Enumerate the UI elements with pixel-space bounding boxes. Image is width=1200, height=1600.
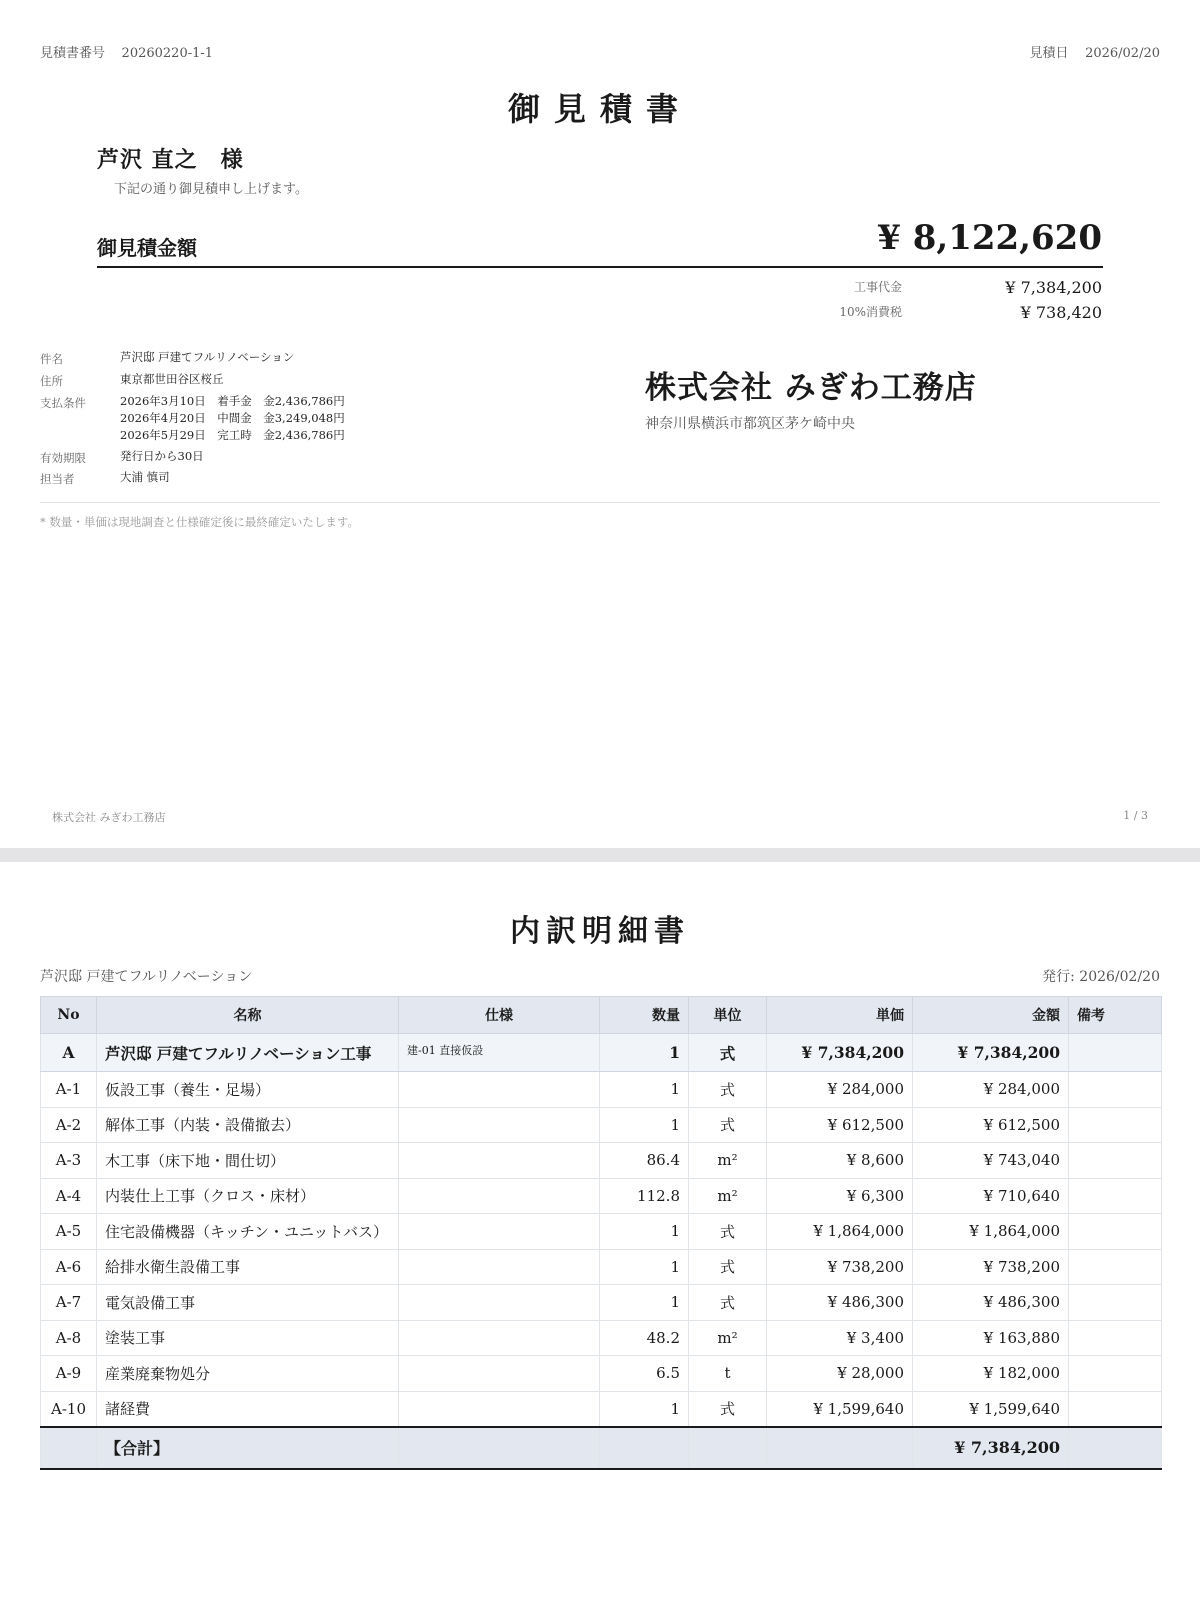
- cell-amount: ¥ 284,000: [913, 1072, 1069, 1108]
- cell-unit: 式: [689, 1107, 767, 1143]
- cell-qty: 1: [600, 1107, 689, 1143]
- table-header-row: [41, 997, 1162, 1034]
- table-row: [41, 1178, 1162, 1214]
- cell-amount: ¥ 612,500: [913, 1107, 1069, 1143]
- total-row-amount: ¥ 7,384,200: [913, 1427, 1069, 1469]
- cell-unit: m²: [689, 1320, 767, 1356]
- cell-qty: 86.4: [600, 1143, 689, 1179]
- column-header-qty: 数量: [600, 997, 689, 1034]
- group-row: [41, 1034, 1162, 1072]
- cell-amount: ¥ 486,300: [913, 1285, 1069, 1321]
- subject-value: 芦沢邸 戸建てフルリノベーション: [120, 350, 295, 364]
- cell-amount: ¥ 738,200: [913, 1249, 1069, 1285]
- cell-name: 仮設工事（養生・足場）: [97, 1072, 399, 1108]
- cell-remark: [1069, 1356, 1162, 1392]
- cell-spec: [399, 1427, 600, 1469]
- table-row: [41, 1072, 1162, 1108]
- estimate-date: [1030, 42, 1160, 61]
- cell-spec: 建-01 直接仮設: [399, 1034, 600, 1072]
- cell-unit: t: [689, 1356, 767, 1392]
- table-row: [41, 1320, 1162, 1356]
- cell-qty: 112.8: [600, 1178, 689, 1214]
- cell-amount: ¥ 182,000: [913, 1356, 1069, 1392]
- cell-qty: 1: [600, 1391, 689, 1427]
- cell-unit: 式: [689, 1034, 767, 1072]
- detail-page: [0, 862, 1200, 1600]
- table-row: [41, 1391, 1162, 1427]
- cell-price: ¥ 6,300: [767, 1178, 913, 1214]
- cell-name: 住宅設備機器（キッチン・ユニットバス）: [97, 1214, 399, 1250]
- cell-remark: [1069, 1285, 1162, 1321]
- cell-no: [41, 1427, 97, 1469]
- staff-label: 担当者: [40, 472, 75, 486]
- cell-price: ¥ 284,000: [767, 1072, 913, 1108]
- total-underline: [97, 266, 1103, 268]
- cell-name: 給排水衛生設備工事: [97, 1249, 399, 1285]
- payment-line-3: 2026年5月29日 完工時 金2,436,786円: [120, 428, 345, 442]
- cell-unit: [689, 1427, 767, 1469]
- cell-no: A-5: [41, 1214, 97, 1250]
- cell-unit: m²: [689, 1143, 767, 1179]
- detail-table: [40, 996, 1162, 1470]
- column-header-price: 単価: [767, 997, 913, 1034]
- cell-name: 諸経費: [97, 1391, 399, 1427]
- detail-project-name: 芦沢邸 戸建てフルリノベーション: [40, 969, 253, 985]
- total-row-label: 【合計】: [97, 1427, 399, 1469]
- validity-label: 有効期限: [40, 451, 86, 465]
- cell-qty: 1: [600, 1285, 689, 1321]
- cell-no: A-9: [41, 1356, 97, 1392]
- total-label: 御見積金額: [97, 236, 197, 260]
- cell-price: ¥ 7,384,200: [767, 1034, 913, 1072]
- cell-qty: [600, 1427, 689, 1469]
- cell-name: 芦沢邸 戸建てフルリノベーション工事: [97, 1034, 399, 1072]
- table-row: [41, 1214, 1162, 1250]
- work-cost-label: 工事代金: [853, 280, 902, 294]
- total-row: [41, 1427, 1162, 1469]
- cell-name: 木工事（床下地・間仕切）: [97, 1143, 399, 1179]
- cell-spec: [399, 1107, 600, 1143]
- cell-remark: [1069, 1072, 1162, 1108]
- table-row: [41, 1249, 1162, 1285]
- payment-label: 支払条件: [40, 396, 86, 410]
- cell-spec: [399, 1249, 600, 1285]
- cell-no: A-8: [41, 1320, 97, 1356]
- cell-no: A-7: [41, 1285, 97, 1321]
- cell-spec: [399, 1391, 600, 1427]
- column-header-spec: 仕様: [399, 997, 600, 1034]
- cell-spec: [399, 1285, 600, 1321]
- cell-price: ¥ 1,864,000: [767, 1214, 913, 1250]
- cell-name: 塗装工事: [97, 1320, 399, 1356]
- cell-price: ¥ 28,000: [767, 1356, 913, 1392]
- cell-price: ¥ 612,500: [767, 1107, 913, 1143]
- cell-amount: ¥ 743,040: [913, 1143, 1069, 1179]
- company-name: 株式会社 みぎわ工務店: [645, 370, 977, 406]
- column-header-remark: 備考: [1069, 997, 1162, 1034]
- cell-qty: 48.2: [600, 1320, 689, 1356]
- payment-line-1: 2026年3月10日 着手金 金2,436,786円: [120, 394, 345, 408]
- cell-no: A: [41, 1034, 97, 1072]
- cell-remark: [1069, 1178, 1162, 1214]
- section-divider: [40, 502, 1160, 503]
- estimate-number: [40, 42, 213, 61]
- cell-unit: 式: [689, 1072, 767, 1108]
- cell-spec: [399, 1143, 600, 1179]
- cell-spec: [399, 1178, 600, 1214]
- payment-line-2: 2026年4月20日 中間金 金3,249,048円: [120, 411, 345, 425]
- estimate-date-label: 見積日: [1029, 46, 1069, 61]
- cell-qty: 1: [600, 1249, 689, 1285]
- cell-remark: [1069, 1391, 1162, 1427]
- estimate-number-value: 20260220-1-1: [121, 46, 214, 61]
- table-row: [41, 1356, 1162, 1392]
- address-value: 東京都世田谷区桜丘: [120, 372, 224, 386]
- cell-price: [767, 1427, 913, 1469]
- tax-value: ¥ 738,420: [1020, 303, 1102, 322]
- cell-name: 電気設備工事: [97, 1285, 399, 1321]
- work-cost-value: ¥ 7,384,200: [1005, 278, 1102, 297]
- staff-value: 大浦 慎司: [120, 470, 170, 484]
- company-address: 神奈川県横浜市都筑区茅ケ崎中央: [645, 416, 855, 432]
- cell-qty: 1: [600, 1034, 689, 1072]
- cell-price: ¥ 486,300: [767, 1285, 913, 1321]
- cell-price: ¥ 738,200: [767, 1249, 913, 1285]
- cell-no: A-10: [41, 1391, 97, 1427]
- cell-unit: m²: [689, 1178, 767, 1214]
- cell-amount: ¥ 1,864,000: [913, 1214, 1069, 1250]
- cell-name: 産業廃棄物処分: [97, 1356, 399, 1392]
- page-separator: [0, 848, 1200, 862]
- cell-price: ¥ 8,600: [767, 1143, 913, 1179]
- cell-no: A-2: [41, 1107, 97, 1143]
- table-row: [41, 1285, 1162, 1321]
- customer-name: 芦沢 直之 様: [97, 147, 244, 173]
- cell-spec: [399, 1072, 600, 1108]
- cell-name: 解体工事（内装・設備撤去）: [97, 1107, 399, 1143]
- column-header-no: No: [41, 997, 97, 1034]
- cell-remark: [1069, 1034, 1162, 1072]
- cell-name: 内装仕上工事（クロス・床材）: [97, 1178, 399, 1214]
- cell-remark: [1069, 1427, 1162, 1469]
- cell-price: ¥ 3,400: [767, 1320, 913, 1356]
- cell-qty: 1: [600, 1214, 689, 1250]
- cell-no: A-1: [41, 1072, 97, 1108]
- cell-unit: 式: [689, 1214, 767, 1250]
- cell-spec: [399, 1356, 600, 1392]
- cell-price: ¥ 1,599,640: [767, 1391, 913, 1427]
- cell-no: A-3: [41, 1143, 97, 1179]
- column-header-amount: 金額: [913, 997, 1069, 1034]
- detail-issue-date: 発行: 2026/02/20: [1042, 969, 1160, 985]
- cell-amount: ¥ 1,599,640: [913, 1391, 1069, 1427]
- footnote: * 数量・単価は現地調査と仕様確定後に最終確定いたします。: [40, 515, 359, 529]
- greeting-text: 下記の通り御見積申し上げます。: [114, 182, 308, 197]
- document-title: 御見積書: [507, 90, 692, 128]
- cell-no: A-6: [41, 1249, 97, 1285]
- cell-qty: 6.5: [600, 1356, 689, 1392]
- cell-remark: [1069, 1320, 1162, 1356]
- cell-unit: 式: [689, 1285, 767, 1321]
- validity-value: 発行日から30日: [120, 449, 204, 463]
- detail-title: 内訳明細書: [510, 914, 690, 949]
- cell-remark: [1069, 1249, 1162, 1285]
- table-row: [41, 1143, 1162, 1179]
- cell-amount: ¥ 163,880: [913, 1320, 1069, 1356]
- cell-spec: [399, 1214, 600, 1250]
- cell-amount: ¥ 7,384,200: [913, 1034, 1069, 1072]
- estimate-number-label: 見積書番号: [40, 46, 106, 61]
- cell-amount: ¥ 710,640: [913, 1178, 1069, 1214]
- footer-company: 株式会社 みぎわ工務店: [52, 811, 166, 824]
- column-header-name: 名称: [97, 997, 399, 1034]
- column-header-unit: 単位: [689, 997, 767, 1034]
- address-label: 住所: [40, 374, 63, 388]
- cell-remark: [1069, 1143, 1162, 1179]
- page-number: 1 / 3: [1123, 809, 1148, 822]
- cell-unit: 式: [689, 1391, 767, 1427]
- estimate-date-value: 2026/02/20: [1085, 46, 1160, 61]
- table-row: [41, 1107, 1162, 1143]
- cell-no: A-4: [41, 1178, 97, 1214]
- cell-remark: [1069, 1214, 1162, 1250]
- cell-qty: 1: [600, 1072, 689, 1108]
- cell-spec: [399, 1320, 600, 1356]
- subject-label: 件名: [40, 352, 63, 366]
- cell-remark: [1069, 1107, 1162, 1143]
- total-amount: ¥ 8,122,620: [877, 218, 1102, 258]
- tax-label: 10%消費税: [839, 305, 902, 319]
- cell-unit: 式: [689, 1249, 767, 1285]
